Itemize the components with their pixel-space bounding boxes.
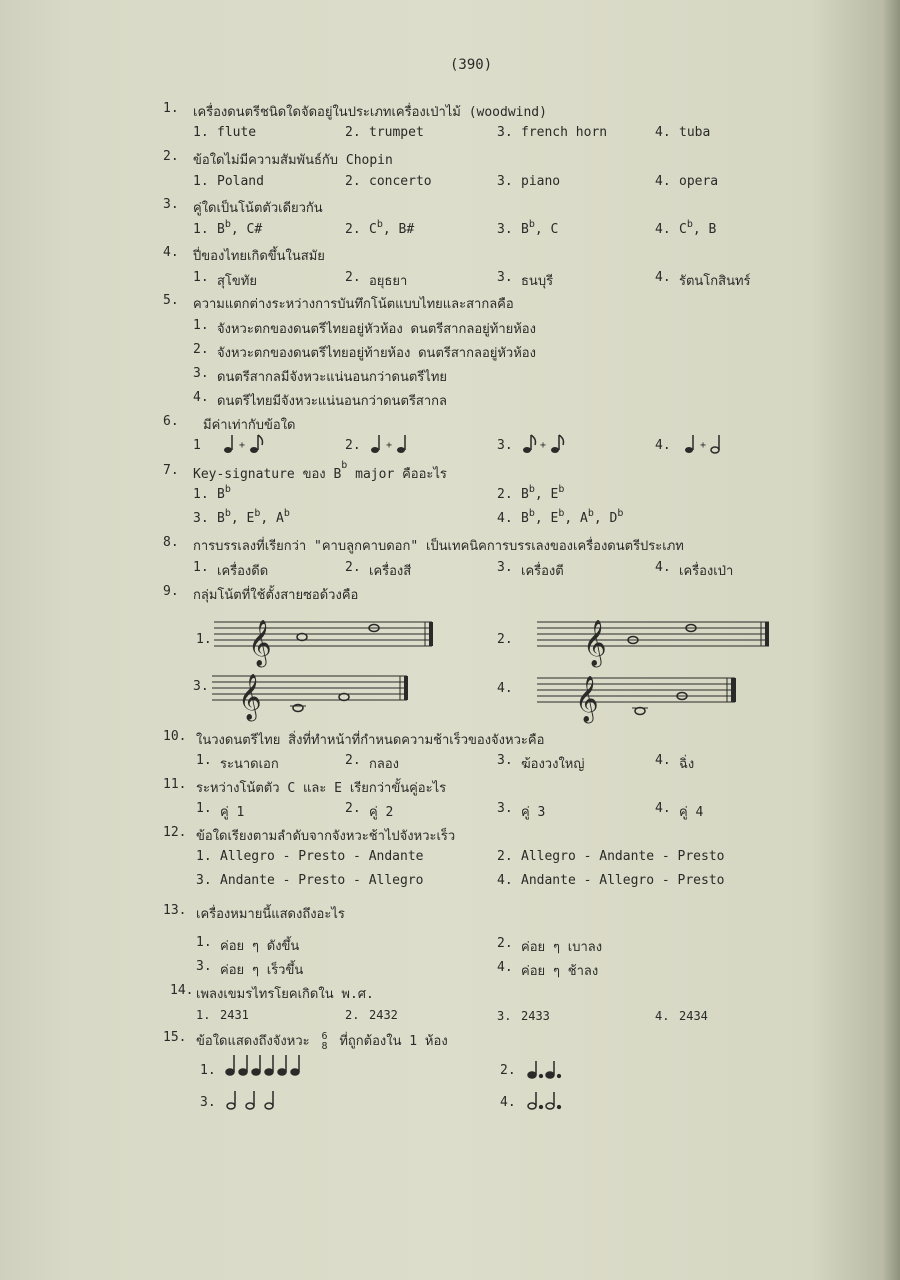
choice-text: จังหวะตกของดนตรีไทยอยู่ท้ายห้อง ดนตรีสากลอยู่หัวห้อง bbox=[217, 346, 536, 361]
svg-text:+: + bbox=[239, 440, 246, 451]
choice-number: 1. bbox=[196, 753, 212, 768]
flat-sign: b bbox=[528, 219, 535, 230]
choice-number: 3. bbox=[497, 801, 513, 816]
choice-number: 2. bbox=[345, 222, 361, 237]
note-letter: B bbox=[217, 222, 225, 237]
choice-number: 2. bbox=[500, 1063, 516, 1078]
note-letter: B bbox=[521, 222, 529, 237]
choice-number: 4. bbox=[655, 174, 671, 189]
quarter-plus-half-notes bbox=[683, 432, 733, 456]
question-13-text: เครื่องหมายนี้แสดงถึงอะไร bbox=[196, 907, 345, 922]
question-10-number: 10. bbox=[163, 729, 187, 744]
svg-text:+: + bbox=[386, 440, 393, 451]
choice-number: 4. bbox=[193, 390, 209, 405]
quarter-plus-eighth-notes bbox=[222, 432, 272, 456]
choice-number: 4. bbox=[500, 1095, 516, 1110]
choice-number: 4. bbox=[655, 560, 671, 575]
choice-text: คู่ 4 bbox=[679, 805, 704, 820]
three-half-notes bbox=[226, 1088, 286, 1112]
choice-text: เครื่องดีด bbox=[217, 564, 269, 579]
question-9-number: 9. bbox=[163, 584, 179, 599]
flat-sign: b bbox=[587, 508, 594, 519]
choice-number: 2. bbox=[345, 270, 361, 285]
choice-number: 2. bbox=[345, 174, 361, 189]
choice-text: ค่อย ๆ เร็วขึ้น bbox=[220, 963, 304, 978]
choice-text: flute bbox=[217, 125, 257, 140]
choice-text bbox=[521, 508, 624, 526]
choice-text: รัตนโกสินทร์ bbox=[679, 274, 751, 289]
choice-text: ดนตรีไทยมีจังหวะแน่นอนกว่าดนตรีสากล bbox=[217, 394, 448, 409]
staff-option-4 bbox=[537, 666, 742, 722]
flat-sign: b bbox=[558, 484, 565, 495]
question-2-text: ข้อใดไม่มีความสัมพันธ์กับ Chopin bbox=[193, 153, 393, 168]
question-12-text: ข้อใดเรียงตามลำดับจากจังหวะช้าไปจังหวะเร็ว bbox=[196, 829, 456, 844]
question-6-number: 6. bbox=[163, 414, 179, 429]
choice-number: 2. bbox=[345, 801, 361, 816]
choice-number: 1. bbox=[196, 935, 212, 950]
question-15-number: 15. bbox=[163, 1030, 187, 1045]
question-8-text: การบรรเลงที่เรียกว่า "คาบลูกคาบดอก" เป็นเทคนิคการบรรเลงของเครื่องดนตรีประเภท bbox=[193, 539, 684, 554]
quarter-plus-quarter-notes bbox=[369, 432, 419, 456]
svg-text:+: + bbox=[540, 440, 547, 451]
choice-text: 2431 bbox=[220, 1008, 249, 1022]
choice-text: คู่ 1 bbox=[220, 805, 245, 820]
choice-number: 3. bbox=[196, 959, 212, 974]
note-letter: B bbox=[217, 511, 225, 526]
choice-text: 2432 bbox=[369, 1008, 398, 1022]
question-6-text: มีค่าเท่ากับข้อใด bbox=[203, 418, 296, 433]
choice-number: 1. bbox=[193, 487, 209, 502]
choice-number: 2. bbox=[345, 1008, 360, 1022]
choice-number: 1 bbox=[193, 438, 201, 453]
choice-text: ค่อย ๆ เบาลง bbox=[521, 940, 603, 955]
svg-text:+: + bbox=[700, 440, 707, 451]
note-letter: , E bbox=[230, 511, 255, 526]
choice-number: 1. bbox=[193, 270, 209, 285]
choice-number: 1. bbox=[193, 222, 209, 237]
note-letter: , D bbox=[593, 511, 618, 526]
choice-number: 2. bbox=[345, 125, 361, 140]
note-letter: B bbox=[521, 511, 529, 526]
question-text-part: ข้อใดแสดงถึงจังหวะ bbox=[196, 1034, 310, 1049]
note-letter: B bbox=[521, 487, 529, 502]
choice-number: 1. bbox=[196, 632, 212, 647]
choice-text bbox=[217, 508, 290, 526]
choice-number: 1. bbox=[196, 849, 212, 864]
eighth-plus-eighth-notes bbox=[521, 432, 571, 456]
choice-text: สุโขทัย bbox=[217, 274, 257, 289]
choice-number: 4. bbox=[655, 801, 671, 816]
choice-text: ค่อย ๆ ดังขึ้น bbox=[220, 939, 300, 954]
choice-number: 2. bbox=[345, 438, 361, 453]
page-number: (390) bbox=[450, 57, 493, 73]
staff-option-1 bbox=[214, 612, 439, 668]
note-rest: , B bbox=[692, 222, 717, 237]
choice-text: Andante - Allegro - Presto bbox=[521, 873, 725, 888]
question-text-part: Key-signature ของ B bbox=[193, 467, 342, 482]
question-1-text: เครื่องดนตรีชนิดใดจัดอยู่ในประเภทเครื่องเป่าไม้ (woodwind) bbox=[193, 105, 547, 120]
choice-number: 4. bbox=[497, 681, 513, 696]
flat-sign: b bbox=[617, 508, 624, 519]
flat-sign: b bbox=[283, 508, 290, 519]
note-letter: B bbox=[217, 487, 225, 502]
choice-number: 3. bbox=[497, 753, 513, 768]
choice-text: french horn bbox=[521, 125, 608, 140]
note-letter: , E bbox=[534, 511, 559, 526]
question-5-text: ความแตกต่างระหว่างการบันทึกโน้ตแบบไทยและสากลคือ bbox=[193, 297, 514, 312]
choice-text: เครื่องเป่า bbox=[679, 564, 734, 579]
choice-text: trumpet bbox=[369, 125, 424, 140]
question-5-number: 5. bbox=[163, 293, 179, 308]
choice-number: 3. bbox=[497, 1009, 512, 1023]
six-quarter-notes bbox=[226, 1052, 308, 1078]
choice-text: อยุธยา bbox=[369, 274, 408, 289]
note-letter: C bbox=[679, 222, 687, 237]
choice-number: 2. bbox=[193, 342, 209, 357]
choice-number: 1. bbox=[193, 318, 209, 333]
choice-text bbox=[217, 219, 263, 237]
choice-number: 4. bbox=[655, 1009, 670, 1023]
question-14-text: เพลงเขมรไทรโยคเกิดใน พ.ศ. bbox=[196, 987, 374, 1002]
question-10-text: ในวงดนตรีไทย สิ่งที่ทำหน้าที่กำหนดความช้าเร็วของจังหวะคือ bbox=[196, 733, 545, 748]
flat-sign: b bbox=[341, 460, 348, 471]
choice-text: Allegro - Presto - Andante bbox=[220, 849, 424, 864]
choice-text: เครื่องสี bbox=[369, 564, 412, 579]
choice-number: 4. bbox=[655, 125, 671, 140]
choice-number: 2. bbox=[345, 753, 361, 768]
question-7-number: 7. bbox=[163, 463, 179, 478]
choice-number: 4. bbox=[655, 438, 671, 453]
question-1-number: 1. bbox=[163, 101, 179, 116]
flat-sign: b bbox=[558, 508, 565, 519]
flat-sign: b bbox=[254, 508, 261, 519]
question-3-number: 3. bbox=[163, 197, 179, 212]
choice-text: Poland bbox=[217, 174, 264, 189]
choice-number: 4. bbox=[655, 270, 671, 285]
note-rest: , C bbox=[534, 222, 559, 237]
choice-text: กลอง bbox=[369, 757, 399, 772]
choice-text: ฉิ่ง bbox=[679, 757, 695, 772]
choice-number: 4. bbox=[497, 960, 513, 975]
choice-number: 1. bbox=[196, 801, 212, 816]
time-signature bbox=[321, 1032, 327, 1052]
choice-text bbox=[521, 484, 565, 502]
question-7-text bbox=[193, 460, 447, 484]
choice-number: 4. bbox=[655, 753, 671, 768]
choice-number: 3. bbox=[200, 1095, 216, 1110]
choice-number: 3. bbox=[497, 270, 513, 285]
choice-text: ระนาดเอก bbox=[220, 757, 279, 772]
choice-number: 4. bbox=[655, 222, 671, 237]
choice-number: 1. bbox=[193, 174, 209, 189]
question-11-number: 11. bbox=[163, 777, 187, 792]
choice-number: 2. bbox=[345, 560, 361, 575]
choice-text: Allegro - Andante - Presto bbox=[521, 849, 725, 864]
choice-text bbox=[679, 219, 717, 237]
staff-option-3 bbox=[212, 666, 412, 722]
choice-number: 3. bbox=[497, 174, 513, 189]
question-4-text: ปี่ของไทยเกิดขึ้นในสมัย bbox=[193, 249, 325, 264]
choice-number: 3. bbox=[193, 366, 209, 381]
note-letter: C bbox=[369, 222, 377, 237]
choice-text: Andante - Presto - Allegro bbox=[220, 873, 424, 888]
choice-number: 3. bbox=[193, 679, 209, 694]
choice-text: 2433 bbox=[521, 1009, 550, 1023]
treble-clef-icon: 𝄞 bbox=[583, 620, 607, 666]
time-signature-top: 6 bbox=[321, 1030, 328, 1042]
question-12-number: 12. bbox=[163, 825, 187, 840]
choice-text: ธนบุรี bbox=[521, 274, 554, 289]
choice-number: 1. bbox=[193, 125, 209, 140]
note-rest: , C# bbox=[230, 222, 263, 237]
treble-clef-icon: 𝄞 bbox=[575, 676, 599, 722]
choice-number: 1. bbox=[193, 560, 209, 575]
two-dotted-quarter-notes bbox=[528, 1058, 568, 1082]
flat-sign: b bbox=[528, 484, 535, 495]
choice-number: 3. bbox=[497, 560, 513, 575]
note-rest: , B# bbox=[382, 222, 415, 237]
choice-number: 1. bbox=[196, 1008, 211, 1022]
choice-number: 3. bbox=[196, 873, 212, 888]
two-dotted-half-notes bbox=[528, 1089, 568, 1113]
choice-text: ค่อย ๆ ช้าลง bbox=[521, 964, 599, 979]
question-text-part: major คืออะไร bbox=[347, 467, 447, 482]
choice-text bbox=[217, 484, 231, 502]
question-3-text: คู่ใดเป็นโน้ตตัวเดียวกัน bbox=[193, 201, 323, 216]
question-8-number: 8. bbox=[163, 535, 179, 550]
flat-sign: b bbox=[686, 219, 693, 230]
note-letter: , A bbox=[564, 511, 588, 526]
choice-text bbox=[369, 219, 415, 237]
choice-text: คู่ 2 bbox=[369, 805, 394, 820]
choice-number: 3. bbox=[497, 125, 513, 140]
staff-option-2 bbox=[537, 612, 777, 668]
choice-text: opera bbox=[679, 174, 719, 189]
question-4-number: 4. bbox=[163, 245, 179, 260]
question-11-text: ระหว่างโน้ตตัว C และ E เรียกว่าขั้นคู่อะไร bbox=[196, 781, 447, 796]
choice-number: 4. bbox=[497, 873, 513, 888]
choice-number: 1. bbox=[200, 1063, 216, 1078]
choice-number: 2. bbox=[497, 487, 513, 502]
choice-number: 4. bbox=[497, 511, 513, 526]
treble-clef-icon: 𝄞 bbox=[238, 674, 262, 720]
flat-sign: b bbox=[376, 219, 383, 230]
question-13-number: 13. bbox=[163, 903, 187, 918]
choice-number: 3. bbox=[193, 511, 209, 526]
choice-text: concerto bbox=[369, 174, 432, 189]
choice-text: piano bbox=[521, 174, 561, 189]
choice-number: 2. bbox=[497, 632, 513, 647]
time-signature-bottom: 8 bbox=[321, 1040, 328, 1052]
choice-text: ฆ้องวงใหญ่ bbox=[521, 757, 585, 772]
choice-text: tuba bbox=[679, 125, 711, 140]
flat-sign: b bbox=[528, 508, 535, 519]
choice-text: ดนตรีสากลมีจังหวะแน่นอนกว่าดนตรีไทย bbox=[217, 370, 448, 385]
note-letter: , A bbox=[260, 511, 284, 526]
choice-text: เครื่องตี bbox=[521, 564, 564, 579]
flat-sign: b bbox=[224, 219, 231, 230]
question-9-text: กลุ่มโน้ตที่ใช้ตั้งสายซอด้วงคือ bbox=[193, 588, 359, 603]
question-15-text bbox=[196, 1030, 448, 1052]
question-text-part: ที่ถูกต้องใน 1 ห้อง bbox=[339, 1034, 448, 1049]
choice-text bbox=[521, 219, 559, 237]
choice-number: 3. bbox=[497, 438, 513, 453]
question-2-number: 2. bbox=[163, 149, 179, 164]
choice-number: 2. bbox=[497, 849, 513, 864]
note-letter: , E bbox=[534, 487, 559, 502]
choice-text: คู่ 3 bbox=[521, 805, 546, 820]
flat-sign: b bbox=[224, 484, 231, 495]
choice-text: จังหวะตกของดนตรีไทยอยู่หัวห้อง ดนตรีสากลอยู่ท้ายห้อง bbox=[217, 322, 536, 337]
flat-sign: b bbox=[224, 508, 231, 519]
question-14-number: 14. bbox=[170, 983, 194, 998]
choice-text: 2434 bbox=[679, 1009, 708, 1023]
choice-number: 2. bbox=[497, 936, 513, 951]
choice-number: 3. bbox=[497, 222, 513, 237]
treble-clef-icon: 𝄞 bbox=[248, 620, 272, 666]
